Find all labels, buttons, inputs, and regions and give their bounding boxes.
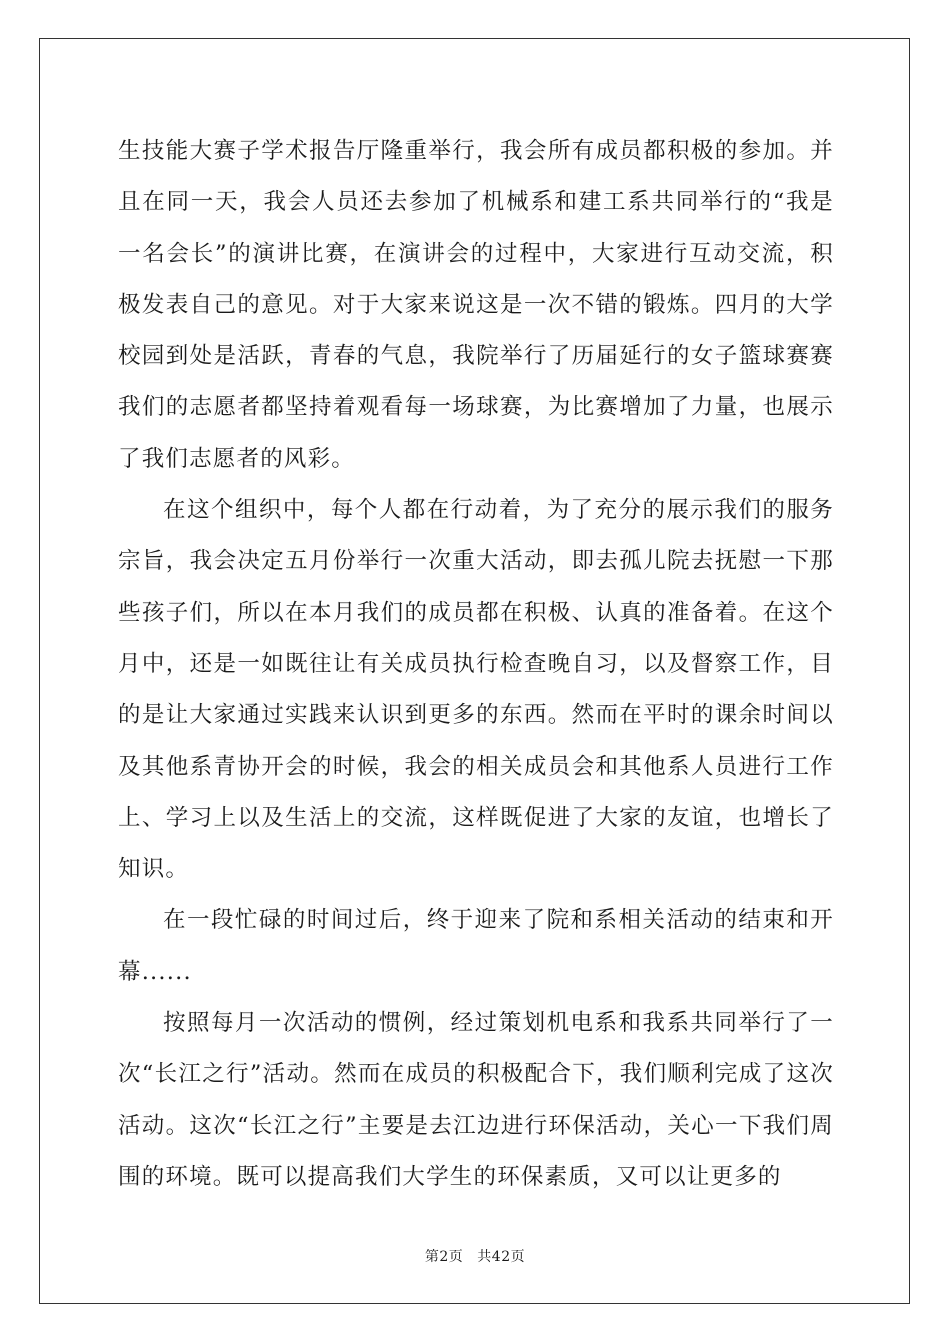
page-footer <box>0 1248 950 1266</box>
paragraph-3: 在一段忙碌的时间过后，终于迎来了院和系相关活动的结束和开幕...... <box>118 907 834 985</box>
paragraph-2: 在这个组织中，每个人都在行动着，为了充分的展示我们的服务宗旨，我会决定五月份举行一次重大活动，即去孤儿院去抚慰一下那些孩子们，所以在本月我们的成员都在积极、认真的准备着。在这个月中，还是一如既往让有关成员执行检查晚自习，以及督察工作，目的是让大家通过实践来认识到更多的东西。然而在平时的课余时间以及其他系青协开会的时候，我会的相关成员会和其他系人员进行工作上、学习上以及生活上的交流，这样既促进了大家的友谊，也增长了知识。 <box>118 497 834 883</box>
page-total: 共42页 <box>477 1249 526 1265</box>
document-body <box>118 126 834 1203</box>
page-number: 第2页 <box>424 1249 464 1265</box>
paragraph-1: 生技能大赛子学术报告厅隆重举行，我会所有成员都积极的参加。并且在同一天，我会人员还去参加了机械系和建工系共同举行的“我是一名会长”的演讲比赛，在演讲会的过程中，大家进行互动交流，积极发表自己的意见。对于大家来说这是一次不错的锻炼。四月的大学校园到处是活跃，青春的气息，我院举行了历届延行的女子篮球赛赛我们的志愿者都坚持着观看每一场球赛，为比赛增加了力量，也展示了我们志愿者的风彩。 <box>118 138 834 472</box>
paragraph-4: 按照每月一次活动的惯例，经过策划机电系和我系共同举行了一次“长江之行”活动。然而在成员的积极配合下，我们顺利完成了这次活动。这次“长江之行”主要是去江边进行环保活动，关心一下我们周围的环境。既可以提高我们大学生的环保素质，又可以让更多的 <box>118 1010 834 1190</box>
